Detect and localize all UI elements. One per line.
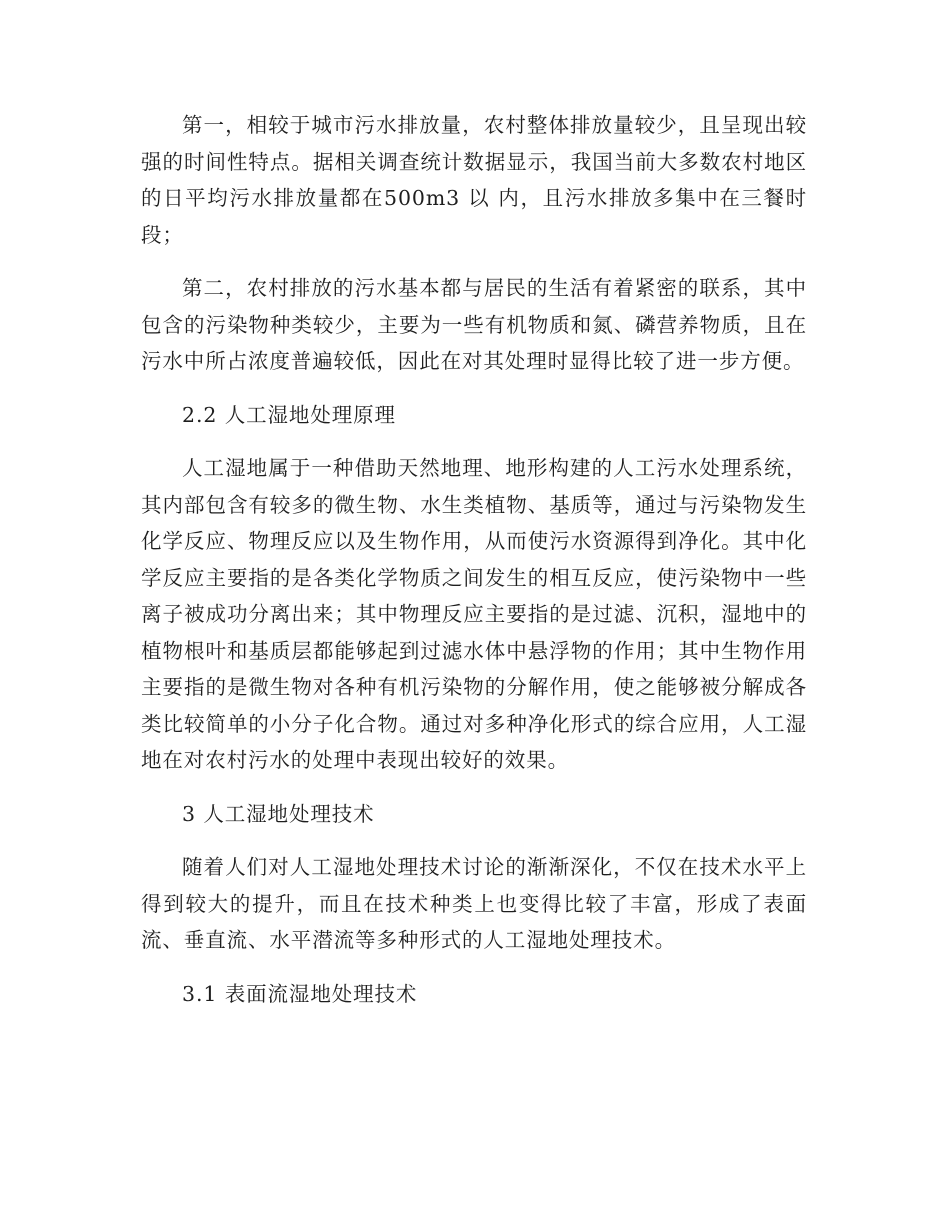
paragraph-wetland-principle: 人工湿地属于一种借助天然地理、地形构建的人工污水处理系统，其内部包含有较多的微生物、水生类植物、基质等，通过与污染物发生化学反应、物理反应以及生物作用，从而使污水资源得到净化。其中化学反应主要指的是各类化学物质之间发生的相互反应，使污染物中一些离子被成功分离出来；其中物理反应主要指的是过滤、沉积，湿地中的植物根叶和基质层都能够起到过滤水体中悬浮物的作用；其中生物作用主要指的是微生物对各种有机污染物的分解作用，使之能够被分解成各类比较简单的小分子化合物。通过对多种净化形式的综合应用，人工湿地在对农村污水的处理中表现出较好的效果。: [141, 456, 807, 772]
document-body: [141, 107, 807, 1029]
paragraph-second-point: 第二，农村排放的污水基本都与居民的生活有着紧密的联系，其中包含的污染物种类较少，主要为一些有机物质和氮、磷营养物质，且在污水中所占浓度普遍较低，因此在对其处理时显得比较了进一步方便。: [141, 276, 807, 373]
section-heading-3: 3 人工湿地处理技术: [182, 801, 375, 826]
section-heading-2-2: 2.2 人工湿地处理原理: [182, 402, 396, 427]
paragraph-first-point: 第一，相较于城市污水排放量，农村整体排放量较少，且呈现出较强的时间性特点。据相关调查统计数据显示，我国当前大多数农村地区的日平均污水排放量都在500m3 以 内，且污水排放多集中在三餐时段；: [141, 113, 807, 247]
paragraph-wetland-technology: 随着人们对人工湿地处理技术讨论的渐渐深化，不仅在技术水平上得到较大的提升，而且在技术种类上也变得比较了丰富，形成了表面流、垂直流、水平潜流等多种形式的人工湿地处理技术。: [141, 855, 807, 952]
section-heading-3-1: 3.1 表面流湿地处理技术: [182, 981, 418, 1006]
